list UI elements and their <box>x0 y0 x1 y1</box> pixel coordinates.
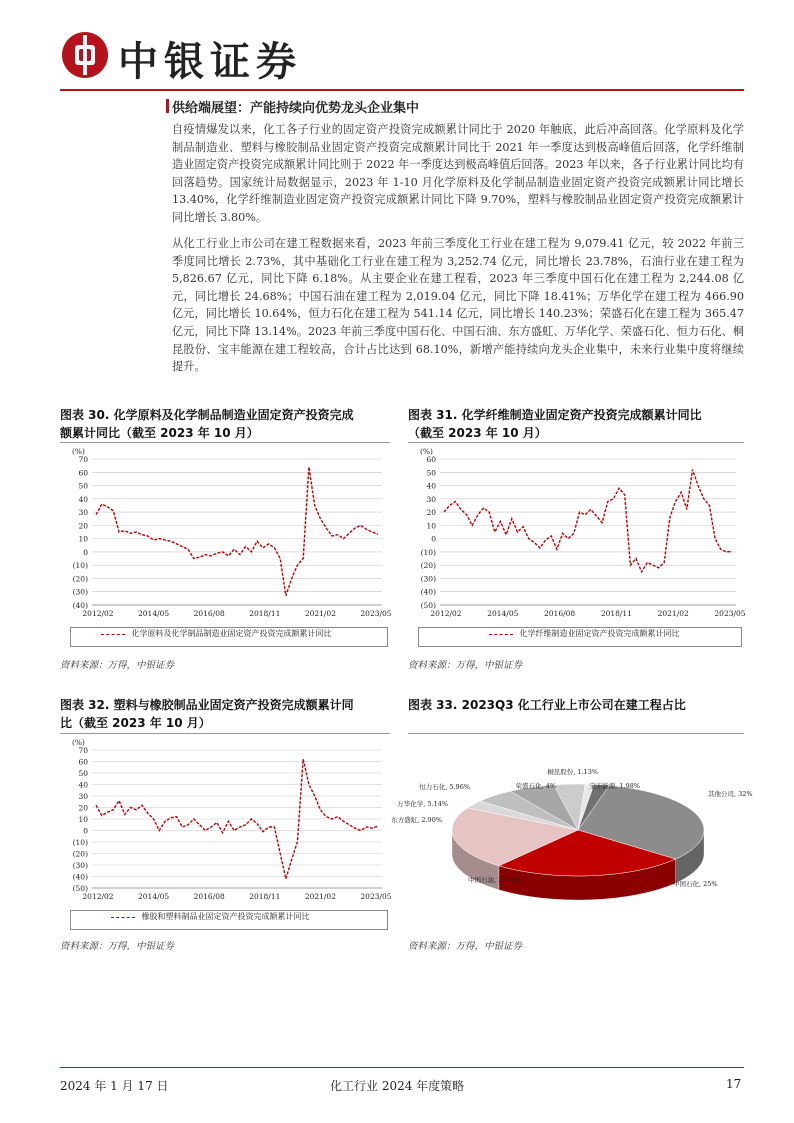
figure-31-source: 资料来源：万得，中银证券 <box>408 660 523 671</box>
pie-label: 恒力石化, 5.96% <box>419 783 470 791</box>
figure-33-svg <box>391 734 753 929</box>
y-tick-label: 70 <box>78 455 88 464</box>
footer-date: 2024 年 1 月 17 日 <box>60 1079 169 1093</box>
x-tick-label: 2023/05 <box>360 892 392 901</box>
header-divider <box>60 89 744 91</box>
legend-label: 化学原料及化学制品制造业固定资产投资完成额累计同比 <box>131 629 332 638</box>
figure-30-chart <box>60 442 390 653</box>
page-number: 17 <box>726 1077 742 1091</box>
figure-33-chart <box>391 733 753 934</box>
y-tick-label: (50) <box>72 884 88 893</box>
pie-label: 中国石化, 25% <box>673 880 718 888</box>
y-tick-label: 10 <box>426 521 436 531</box>
series-line <box>96 467 378 596</box>
y-tick-label: 30 <box>78 508 88 518</box>
paragraph-1: 自疫情爆发以来，化工各子行业的固定资产投资完成额累计同比于 2020 年触底，此后冲高回落。化学原料及化学制品制造业、塑料与橡胶制品业固定资产投资完成额累计同比于 2021 年一季度达到极高峰值后回落，化学纤维制造业固定资产投资完成额累计同比则于 2022 年一季度达到极高峰值后回落。2023 年以来，各子行业累计同比均有回落趋势。国家统计局数据显示，2023 年 1-10 月化学原料及化学制品制造业固定资产投资完成额累计同比增长 13.40%，化学纤维制造业固定资产投资完成额累计同比下降 9.70%，塑料与橡胶制品业固定资产投资完成额累计同比增长 3.80%。 <box>172 123 744 224</box>
legend-line-icon <box>111 917 135 918</box>
pie-label: 宝丰能源, 1.98% <box>589 782 640 790</box>
y-tick-label: 60 <box>78 757 88 767</box>
x-tick-label: 2018/11 <box>249 609 281 618</box>
section-title: 供给端展望：产能持续向优势龙头企业集中 <box>172 101 420 116</box>
legend-label: 化学纤维制造业固定资产投资完成额累计同比 <box>519 629 680 638</box>
y-tick-label: 20 <box>78 803 88 813</box>
x-tick-label: 2023/05 <box>714 609 746 618</box>
y-tick-label: (40) <box>420 587 436 597</box>
figure-30-legend <box>70 627 388 647</box>
pie-label: 桐昆股份, 1.13% <box>547 768 598 776</box>
y-tick-label: 50 <box>78 481 88 491</box>
x-tick-label: 2021/02 <box>304 609 336 618</box>
x-tick-label: 2012/02 <box>430 609 462 618</box>
y-tick-label: 70 <box>78 746 88 755</box>
pie-label: 中国石油, 22.24% <box>468 876 523 884</box>
x-tick-label: 2016/08 <box>193 609 225 618</box>
pie-label: 其他公司, 32% <box>708 790 753 798</box>
y-tick-label: (40) <box>72 601 88 610</box>
y-tick-label: 40 <box>426 481 436 491</box>
y-tick-label: (20) <box>72 849 88 859</box>
y-tick-label: 20 <box>78 521 88 531</box>
pie-label: 东方盛虹, 2.90% <box>391 816 442 824</box>
y-tick-label: 0 <box>431 534 436 544</box>
y-tick-label: (10) <box>72 561 88 571</box>
y-tick-label: (20) <box>72 574 88 584</box>
x-tick-label: 2014/05 <box>487 609 519 618</box>
figure-32-svg <box>60 734 390 906</box>
y-tick-label: 50 <box>426 468 436 478</box>
figure-32-legend <box>70 910 388 930</box>
figure-30-title: 图表 30. 化学原料及化学制品制造业固定资产投资完成 额累计同比（截至 2023 年 10 月） <box>60 408 354 440</box>
x-tick-label: 2021/02 <box>304 892 336 901</box>
y-tick-label: (30) <box>420 574 436 584</box>
x-tick-label: 2014/05 <box>138 609 170 618</box>
y-tick-label: (10) <box>420 547 436 557</box>
figure-31-title: 图表 31. 化学纤维制造业固定资产投资完成额累计同比 （截至 2023 年 10 月） <box>408 408 702 440</box>
pie-label: 万华化学, 5.14% <box>397 800 448 808</box>
figure-30-svg <box>60 443 390 623</box>
y-tick-label: (50) <box>420 601 436 610</box>
y-tick-label: 60 <box>78 468 88 478</box>
section-marker <box>166 99 169 113</box>
figure-31-chart <box>408 442 744 653</box>
figure-31-svg <box>408 443 744 623</box>
figure-32-chart <box>60 733 390 934</box>
y-tick-label: (20) <box>420 561 436 571</box>
x-tick-label: 2023/05 <box>360 609 392 618</box>
paragraph-2: 从化工行业上市公司在建工程数据来看，2023 年前三季度化工行业在建工程为 9,079.41 亿元，较 2022 年前三季度同比增长 2.73%，其中基础化工行业在建工程为 3,252.74 亿元，同比增长 23.78%，石油行业在建工程为 5,826.67 亿元，同比下降 6.18%。从主要企业在建工程看，2023 年三季度中国石化在建工程为 2,244.08 亿元，同比增长 24.68%；中国石油在建工程为 2,019.04 亿元，同比下降 18.41%；万华化学在建工程为 466.90 亿元，同比增长 10.64%，恒力石化在建工程为 541.14 亿元，同比增长 140.23%；荣盛石化在建工程为 365.47 亿元，同比下降 13.14%。2023 年前三季度中国石化、中国石油、东方盛虹、万华化学、荣盛石化、恒力石化、桐昆股份、宝丰能源在建工程较高，合计占比达到 68.10%，新增产能持续向龙头企业集中，未来行业集中度将继续提升。 <box>172 237 744 374</box>
y-tick-label: 0 <box>83 826 88 836</box>
x-tick-label: 2012/02 <box>82 892 114 901</box>
x-tick-label: 2016/08 <box>193 892 225 901</box>
bank-of-china-logo-icon <box>62 32 108 78</box>
figure-33-source: 资料来源：万得，中银证券 <box>408 941 523 952</box>
footer-divider <box>60 1067 744 1068</box>
footer-doc-title: 化工行业 2024 年度策略 <box>330 1079 465 1093</box>
y-tick-label: 10 <box>78 815 88 824</box>
series-line <box>444 470 732 572</box>
y-tick-label: 10 <box>78 534 88 544</box>
y-tick-label: (40) <box>72 872 88 882</box>
y-tick-label: 60 <box>426 455 436 464</box>
y-tick-label: (30) <box>72 587 88 597</box>
x-tick-label: 2021/02 <box>657 609 689 618</box>
y-unit-label: (%) <box>72 738 85 747</box>
figure-33-title: 图表 33. 2023Q3 化工行业上市公司在建工程占比 <box>408 698 686 712</box>
y-tick-label: 0 <box>83 547 88 557</box>
y-tick-label: 40 <box>78 780 88 790</box>
y-tick-label: 50 <box>78 769 88 778</box>
y-unit-label: (%) <box>420 447 433 456</box>
y-tick-label: 30 <box>78 792 88 801</box>
y-tick-label: (10) <box>72 838 88 847</box>
y-tick-label: 20 <box>426 508 436 518</box>
figure-32-title: 图表 32. 塑料与橡胶制品业固定资产投资完成额累计同 比（截至 2023 年 10 月） <box>60 698 354 730</box>
logo-text: 中银证券 <box>118 39 302 85</box>
y-tick-label: 40 <box>78 494 88 504</box>
legend-label: 橡胶和塑料制品业固定资产投资完成额累计同比 <box>141 912 310 921</box>
x-tick-label: 2016/08 <box>544 609 576 618</box>
y-tick-label: (30) <box>72 861 88 870</box>
y-unit-label: (%) <box>72 447 85 456</box>
figure-32-source: 资料来源：万得，中银证券 <box>60 941 175 952</box>
pie-label: 荣盛石化, 4% <box>515 782 556 790</box>
figure-30-source: 资料来源：万得，中银证券 <box>60 660 175 671</box>
x-tick-label: 2018/11 <box>249 892 281 901</box>
x-tick-label: 2014/05 <box>138 892 170 901</box>
y-tick-label: 30 <box>426 494 436 504</box>
x-tick-label: 2018/11 <box>600 609 632 618</box>
legend-line-icon <box>101 634 125 635</box>
x-tick-label: 2012/02 <box>82 609 114 618</box>
legend-line-icon <box>489 634 513 635</box>
figure-31-legend <box>418 627 742 647</box>
